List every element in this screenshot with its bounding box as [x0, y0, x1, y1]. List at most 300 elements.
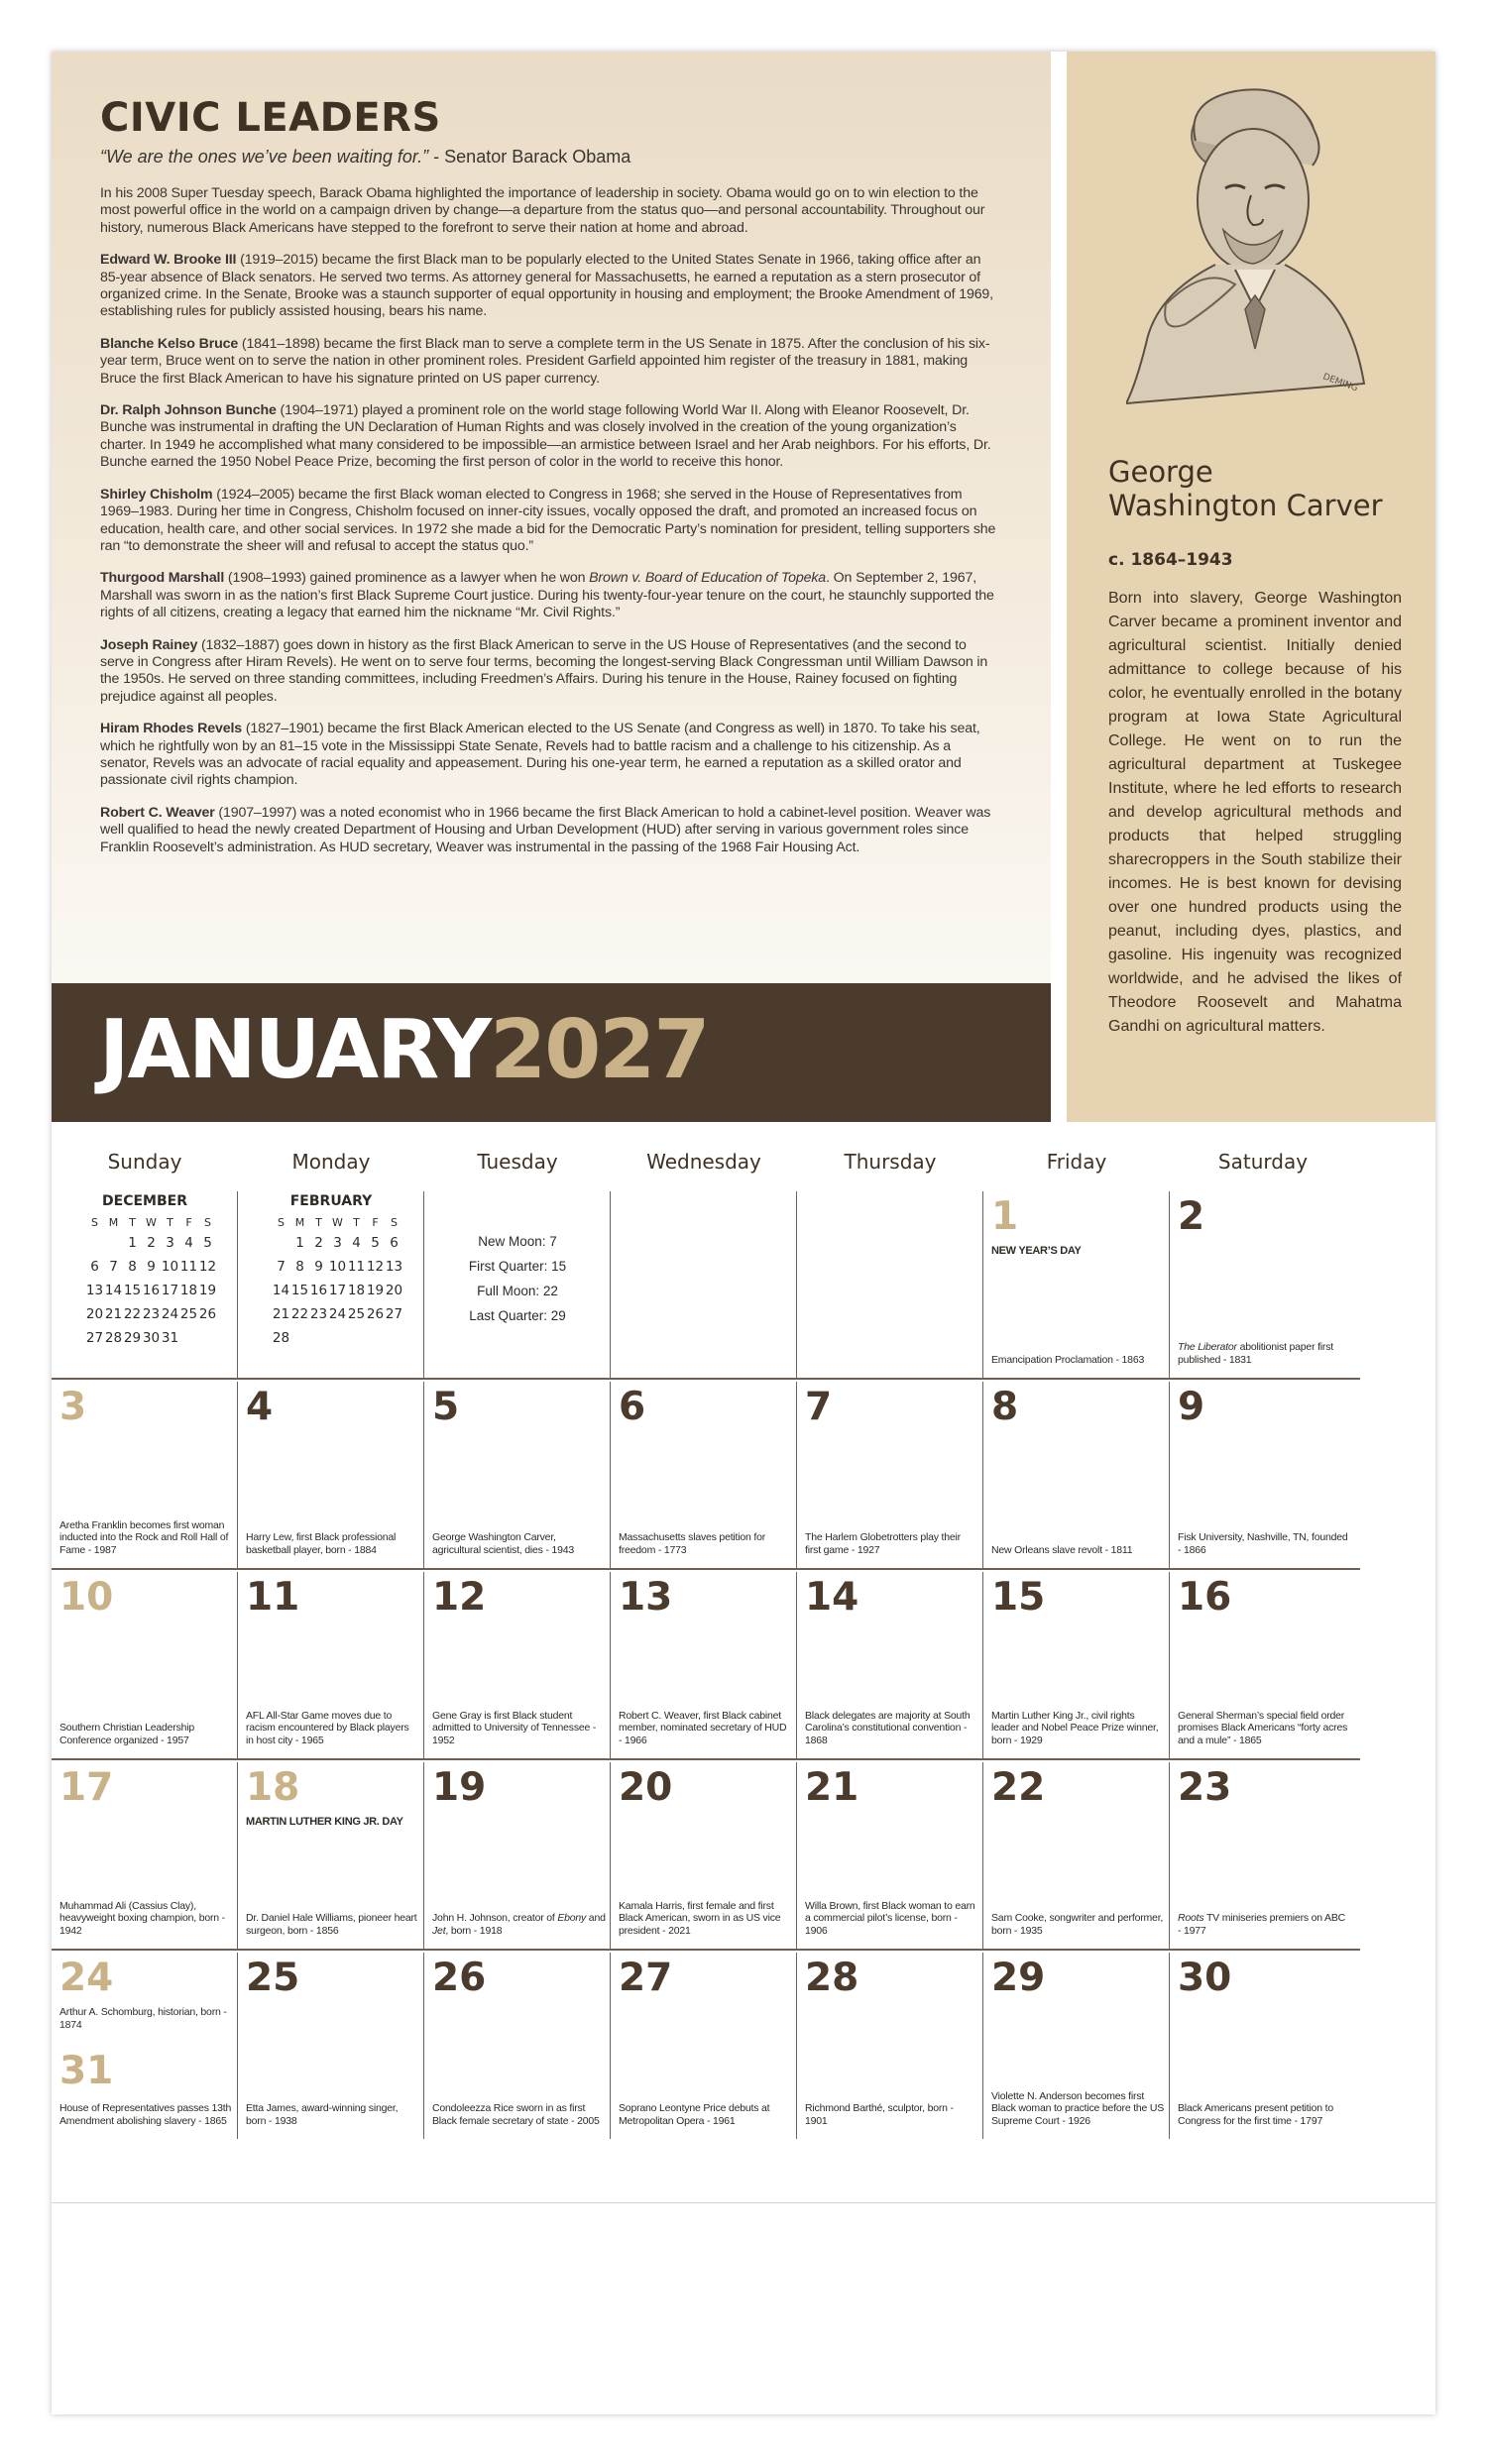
event-text: Soprano Leontyne Price debuts at Metropolitan Opera - 1961 — [619, 2102, 770, 2127]
mini-day: 24 — [328, 1306, 347, 1322]
mini-calendar-week — [85, 1326, 217, 1350]
mini-day: 11 — [179, 1259, 198, 1275]
grid-divider — [982, 1762, 983, 1949]
day-event: Arthur A. Schomburg, historian, born - 1874 — [59, 2006, 227, 2031]
grid-divider — [796, 1572, 797, 1758]
day-number: 18 — [246, 1765, 300, 1810]
day-event — [619, 1531, 792, 1556]
day-number: 13 — [619, 1575, 673, 1620]
featured-person-sidebar — [1067, 52, 1435, 1122]
grid-divider — [610, 1762, 611, 1949]
mini-day: 29 — [123, 1330, 142, 1346]
article-quote — [100, 147, 1003, 168]
day-event — [1178, 1710, 1351, 1747]
leader-text: (1908–1993) gained prominence as a lawyer when he won — [224, 570, 590, 587]
mini-day: 24 — [161, 1306, 179, 1322]
grid-divider — [1169, 1572, 1170, 1758]
calendar-day-3 — [52, 1380, 238, 1570]
event-text: Emancipation Proclamation - 1863 — [991, 1353, 1145, 1366]
day-number: 2 — [1178, 1194, 1205, 1239]
calendar-day-20 — [611, 1760, 797, 1951]
mini-day: 12 — [198, 1259, 217, 1275]
calendar-day-21 — [797, 1760, 983, 1951]
event-text: Black delegates are majority at South Carolina’s constitutional convention - 1868 — [805, 1709, 971, 1746]
mini-weekday: W — [332, 1215, 343, 1229]
mini-weekday: M — [108, 1215, 119, 1229]
event-text: House of Representatives passes 13th Amendment abolishing slavery - 1865 — [59, 2102, 232, 2127]
grid-row-divider — [52, 1758, 1360, 1760]
day-number: 27 — [619, 1956, 673, 2000]
grid-divider — [237, 1191, 238, 1378]
day-event — [991, 1710, 1165, 1747]
grid-divider — [796, 1191, 797, 1378]
calendar-day-12 — [424, 1570, 611, 1760]
calendar-day-4 — [238, 1380, 424, 1570]
event-text: Black Americans present petition to Congress for the first time - 1797 — [1178, 2102, 1334, 2127]
event-text: Aretha Franklin becomes first woman inducted into the Rock and Roll Hall of Fame - 1987 — [59, 1518, 229, 1556]
mini-day — [347, 1326, 366, 1350]
day-number: 23 — [1178, 1765, 1232, 1810]
leader-paragraph — [100, 487, 1003, 556]
event-text: , born - 1918 — [445, 1924, 503, 1937]
holiday-label: MARTIN LUTHER KING JR. DAY — [246, 1816, 403, 1828]
mini-day: 13 — [85, 1283, 104, 1298]
day-number: 11 — [246, 1575, 300, 1620]
mini-weekday: S — [278, 1215, 285, 1229]
calendar-day-8 — [983, 1380, 1170, 1570]
day-event — [991, 1354, 1165, 1367]
day-event — [432, 2102, 606, 2127]
mini-day — [85, 1231, 104, 1255]
grid-divider — [237, 1382, 238, 1568]
mini-calendar-week — [272, 1255, 403, 1279]
mini-day: 1 — [295, 1235, 304, 1251]
person-years: c. 1864–1943 — [1108, 550, 1233, 570]
leader-text: (1904–1971) played a prominent role on the world stage following World War II. Along with Eleanor Roosevelt, Dr. Bunche was instrumental in drafting the UN Declaration of Human Rights and was closely involved in the creation of the young organization’s charter. In 1949 he accomplished what many considered to be impossible—an armistice between Israel and her Arab neighbors. For his efforts, Dr. Bunche earned the 1950 Nobel Peace Prize, becoming the first person of color in the world to receive this honor. — [100, 402, 991, 471]
mini-day: 5 — [371, 1235, 380, 1251]
event-text: Condoleezza Rice sworn in as first Black female secretary of state - 2005 — [432, 2102, 600, 2127]
leader-paragraph — [100, 637, 1003, 707]
grid-divider — [1169, 1762, 1170, 1949]
mini-day: 18 — [347, 1283, 366, 1298]
mini-day: 21 — [272, 1306, 290, 1322]
leader-name: Robert C. Weaver — [100, 804, 215, 821]
mini-calendar-table — [85, 1213, 217, 1350]
civic-leaders-article — [52, 52, 1051, 983]
mini-day — [104, 1231, 123, 1255]
day-number: 14 — [805, 1575, 859, 1620]
day-event — [432, 1710, 606, 1747]
person-name — [1108, 455, 1383, 522]
mini-day: 26 — [366, 1306, 385, 1322]
mini-weekday: M — [294, 1215, 305, 1229]
mini-day — [272, 1231, 290, 1255]
article-intro: In his 2008 Super Tuesday speech, Barack Obama highlighted the importance of leadership in society. Obama would go on to win election to the most powerful office in the world on a campaign driven by change—a departure from the status quo—and personal accountability. Throughout our history, numerous Black Americans have stepped to the forefront to serve their nation at home and abroad. — [100, 185, 985, 236]
mini-day: 20 — [85, 1306, 104, 1322]
event-text: Robert C. Weaver, first Black cabinet member, nominated secretary of HUD - 1966 — [619, 1709, 787, 1746]
grid-divider — [796, 1953, 797, 2139]
day-event — [432, 1912, 606, 1937]
day-number: 24 — [59, 1956, 114, 2000]
mini-day: 10 — [328, 1259, 347, 1275]
leader-paragraph — [100, 336, 1003, 388]
day-number: 5 — [432, 1385, 460, 1429]
month-name: JANUARY — [99, 1003, 491, 1097]
mini-day: 27 — [385, 1306, 403, 1322]
grid-divider — [610, 1953, 611, 2139]
grid-divider — [796, 1382, 797, 1568]
mini-day: 28 — [272, 1330, 290, 1346]
mini-day: 26 — [198, 1306, 217, 1322]
grid-divider — [423, 1953, 424, 2139]
event-italic: Roots — [1178, 1912, 1204, 1924]
mini-weekday: W — [146, 1215, 157, 1229]
event-text: General Sherman’s special field order promises Black Americans “forty acres and a mule” - 1865 — [1178, 1709, 1348, 1746]
moon-phases — [424, 1229, 611, 1328]
day-event — [59, 1722, 233, 1746]
event-text: Massachusetts slaves petition for freedom - 1773 — [619, 1531, 766, 1556]
calendar-day-23 — [1170, 1760, 1356, 1951]
leader-name: Hiram Rhodes Revels — [100, 721, 243, 737]
mini-day: 2 — [147, 1235, 156, 1251]
day-event — [805, 2102, 978, 2127]
calendar-day-25 — [238, 1951, 424, 2141]
grid-divider — [423, 1762, 424, 1949]
grid-divider — [423, 1572, 424, 1758]
mini-calendar-month: FEBRUARY — [289, 1193, 373, 1209]
leader-text: (1919–2015) became the first Black man to be popularly elected to the United States Senate in 1966, taking office after an 85-year absence of Black senators. He served two terms. As attorney general for Massachusetts, he earned a reputation as a stern prosecutor of organized crime. In the Senate, Brooke was a staunch supporter of equal opportunity in housing and employment; the Brooke Amendment of 1969, establishing rules for publicly assisted housing, bears his name. — [100, 252, 993, 320]
person-biography: Born into slavery, George Washington Carver became a prominent inventor and agricultural scientist. Initially denied admittance to college because of his color, he eventually enrolled in the botany program at Iowa State Agricultural College. He went on to run the agricultural department at Tuskegee Institute, where he led efforts to research and develop agricultural methods and products that helped struggling sharecroppers in the South stabilize their incomes. He is best known for devising over one hundred products using the peanut, including dyes, plastics, and gasoline. His ingenuity was recognized worldwide, and he advised the likes of Theodore Roosevelt and Mahatma Gandhi on agricultural matters. — [1108, 590, 1402, 1035]
day-number: 9 — [1178, 1385, 1205, 1429]
grid-divider — [610, 1572, 611, 1758]
mini-calendar-week — [272, 1326, 403, 1350]
event-text: Dr. Daniel Hale Williams, pioneer heart surgeon, born - 1856 — [246, 1912, 417, 1937]
mini-day: 28 — [104, 1330, 123, 1346]
mini-weekday: T — [129, 1215, 136, 1229]
day-number: 10 — [59, 1575, 114, 1620]
mini-day — [309, 1326, 328, 1350]
calendar-day-28 — [797, 1951, 983, 2141]
mini-weekday: T — [315, 1215, 322, 1229]
mini-weekday: T — [353, 1215, 360, 1229]
mini-calendar-week — [85, 1279, 217, 1302]
moon-phase: Last Quarter: 29 — [469, 1308, 566, 1323]
day-event — [246, 1531, 419, 1556]
grid-divider — [982, 1953, 983, 2139]
mini-day: 27 — [85, 1330, 104, 1346]
weekday-monday: Monday — [291, 1150, 371, 1174]
mini-calendar-table — [272, 1213, 403, 1350]
day-event — [59, 2102, 233, 2127]
month-year: 2027 — [490, 1003, 709, 1097]
mini-day: 15 — [290, 1283, 309, 1298]
calendar-day-26 — [424, 1951, 611, 2141]
day-event — [432, 1531, 606, 1556]
day-event — [991, 1544, 1165, 1557]
person-name-line2: Washington Carver — [1108, 489, 1383, 522]
calendar-day-24 — [52, 1951, 238, 2141]
mini-calendar-week — [85, 1231, 217, 1255]
mini-day: 23 — [142, 1306, 161, 1322]
weekday-tuesday: Tuesday — [477, 1150, 558, 1174]
day-number: 6 — [619, 1385, 646, 1429]
event-text: The Harlem Globetrotters play their first game - 1927 — [805, 1531, 961, 1556]
leader-name: Blanche Kelso Bruce — [100, 335, 239, 352]
mini-day: 15 — [123, 1283, 142, 1298]
grid-row-divider — [52, 1949, 1360, 1951]
day-number: 1 — [991, 1194, 1019, 1239]
leader-text: (1841–1898) became the first Black man to serve a complete term in the US Senate in 1875. After the conclusion of his six-year term, Bruce went on to serve the nation in other prominent roles. President Garfield appointed him register of the treasury in 1881, making Bruce the first Black American to have his signature printed on US paper currency. — [100, 335, 990, 387]
calendar-day-11 — [238, 1570, 424, 1760]
mini-day: 31 — [161, 1330, 179, 1346]
mini-weekday: T — [167, 1215, 173, 1229]
day-number: 12 — [432, 1575, 487, 1620]
mini-weekday: F — [372, 1215, 379, 1229]
mini-calendar-month: DECEMBER — [102, 1193, 187, 1209]
mini-day — [290, 1326, 309, 1350]
mini-day — [366, 1326, 385, 1350]
weekday-sunday: Sunday — [107, 1150, 182, 1174]
mini-day: 4 — [184, 1235, 193, 1251]
event-text: George Washington Carver, agricultural scientist, dies - 1943 — [432, 1531, 574, 1556]
calendar-day-10 — [52, 1570, 238, 1760]
event-text: Muhammad Ali (Cassius Clay), heavyweight boxing champion, born - 1942 — [59, 1899, 225, 1937]
month-calendar — [52, 1122, 1435, 2202]
leader-text-cont: . On September 2, 1967, Marshall was sworn in as the nation’s first Black Supreme Court justice. During his twenty-four-year tenure on the court, he staunchly supported the rights of all citizens, creating a legacy that earned him the nickname “Mr. Civil Rights.” — [100, 570, 994, 621]
leader-text: (1827–1901) became the first Black American elected to the US Senate (and Congress as well) in 1870. To take his seat, which he rightfully won by an 81–15 vote in the Mississippi State Senate, Revels had to battle racism and a challenge to his citizenship. As a senator, Revels was an advocate of racial equality and appeasement. During his one-year term, he earned a reputation as a skilled orator and passionate civil rights champion. — [100, 721, 980, 789]
mini-weekday: S — [391, 1215, 398, 1229]
event-text: Harry Lew, first Black professional basketball player, born - 1884 — [246, 1531, 397, 1556]
event-text: and — [586, 1912, 606, 1924]
grid-divider — [610, 1382, 611, 1568]
mini-weekday: S — [204, 1215, 211, 1229]
grid-divider — [982, 1382, 983, 1568]
mini-day: 18 — [179, 1283, 198, 1298]
weekday-wednesday: Wednesday — [646, 1150, 761, 1174]
weekday-thursday: Thursday — [844, 1150, 937, 1174]
artist-signature: DEMING — [1320, 372, 1359, 394]
grid-row-divider — [52, 1378, 1360, 1380]
event-text: Martin Luther King Jr., civil rights leader and Nobel Peace Prize winner, born - 1929 — [991, 1709, 1159, 1746]
day-event — [805, 1900, 978, 1938]
day-number: 8 — [991, 1385, 1019, 1429]
mini-calendar-week — [85, 1255, 217, 1279]
mini-day: 7 — [277, 1259, 286, 1275]
calendar-day-7 — [797, 1380, 983, 1570]
calendar-day-2 — [1170, 1189, 1356, 1380]
mini-day: 20 — [385, 1283, 403, 1298]
month-banner — [52, 983, 1051, 1122]
mini-day: 12 — [366, 1259, 385, 1275]
event-text: Fisk University, Nashville, TN, founded - 1866 — [1178, 1531, 1348, 1556]
mini-day: 8 — [295, 1259, 304, 1275]
leader-name: Dr. Ralph Johnson Bunche — [100, 402, 277, 419]
day-number: 7 — [805, 1385, 833, 1429]
day-number: 29 — [991, 1956, 1046, 2000]
grid-divider — [1169, 1382, 1170, 1568]
leader-name: Thurgood Marshall — [100, 570, 225, 587]
mini-day: 21 — [104, 1306, 123, 1322]
mini-day: 22 — [123, 1306, 142, 1322]
day-event — [1178, 2102, 1351, 2127]
weekday-header-row — [52, 1150, 1435, 1179]
event-text: Etta James, award-winning singer, born - 1938 — [246, 2102, 399, 2127]
mini-day: 6 — [390, 1235, 399, 1251]
event-text: John H. Johnson, creator of — [432, 1912, 558, 1924]
grid-divider — [423, 1191, 424, 1378]
mini-day: 22 — [290, 1306, 309, 1322]
grid-divider — [982, 1191, 983, 1378]
day-number: 15 — [991, 1575, 1046, 1620]
event-italic: The Liberator — [1178, 1341, 1237, 1353]
mini-day: 25 — [347, 1306, 366, 1322]
day-number: 17 — [59, 1765, 114, 1810]
day-event — [246, 1710, 419, 1747]
day-event — [246, 1912, 419, 1937]
leader-italic: Brown v. Board of Education of Topeka — [589, 570, 827, 587]
moon-phase: First Quarter: 15 — [468, 1259, 567, 1274]
leader-paragraph — [100, 570, 1003, 621]
grid-divider — [237, 1953, 238, 2139]
mini-calendar-december — [52, 1193, 238, 1350]
page-footer-blank — [52, 2202, 1435, 2414]
mini-day: 25 — [179, 1306, 198, 1322]
mini-day: 7 — [109, 1259, 118, 1275]
mini-weekday: S — [91, 1215, 98, 1229]
day-number: 20 — [619, 1765, 673, 1810]
mini-day: 3 — [166, 1235, 174, 1251]
mini-calendar-february — [238, 1193, 424, 1350]
day-number: 26 — [432, 1956, 487, 2000]
holiday-label: NEW YEAR’S DAY — [991, 1245, 1082, 1257]
next-month-cell — [238, 1189, 424, 1380]
article-title: CIVIC LEADERS — [100, 95, 441, 141]
grid-divider — [796, 1762, 797, 1949]
event-text: Violette N. Anderson becomes first Black woman to practice before the US Supreme Court - 1926 — [991, 2089, 1165, 2127]
mini-day: 10 — [161, 1259, 179, 1275]
day-number-31: 31 — [59, 2049, 114, 2093]
weekday-saturday: Saturday — [1217, 1150, 1309, 1174]
mini-day: 3 — [333, 1235, 342, 1251]
day-event — [805, 1531, 978, 1556]
mini-day: 1 — [128, 1235, 137, 1251]
day-event — [246, 2102, 419, 2127]
mini-day: 17 — [328, 1283, 347, 1298]
quote-text: “We are the ones we’ve been waiting for.” — [100, 147, 429, 167]
event-italic: Ebony — [557, 1912, 587, 1924]
event-text: Kamala Harris, first female and first Black American, sworn in as US vice president - 2021 — [619, 1899, 781, 1937]
calendar-day-30 — [1170, 1951, 1356, 2141]
leaders-list — [100, 252, 1003, 856]
leader-paragraph — [100, 402, 1003, 472]
leader-text: (1907–1997) was a noted economist who in 1966 became the first Black American to hold a cabinet-level position. Weaver was well qualified to head the newly created Department of Housing and Urban Development (HUD) after serving in various government roles since Franklin Roosevelt’s administration. As HUD secretary, Weaver was instrumental in the passing of the 1968 Fair Housing Act. — [100, 804, 991, 855]
day-event — [619, 2102, 792, 2127]
day-number: 3 — [59, 1385, 87, 1429]
day-event — [991, 1912, 1165, 1937]
leader-name: Edward W. Brooke III — [100, 252, 237, 269]
calendar-day-14 — [797, 1570, 983, 1760]
calendar-day-27 — [611, 1951, 797, 2141]
calendar-day-13 — [611, 1570, 797, 1760]
mini-day: 19 — [198, 1283, 217, 1298]
calendar-day-19 — [424, 1760, 611, 1951]
day-number: 25 — [246, 1956, 300, 2000]
mini-day: 14 — [104, 1283, 123, 1298]
mini-day: 16 — [309, 1283, 328, 1298]
mini-day: 4 — [352, 1235, 361, 1251]
grid-divider — [1169, 1191, 1170, 1378]
grid-divider — [610, 1191, 611, 1378]
mini-day: 16 — [142, 1283, 161, 1298]
empty-cell — [797, 1189, 983, 1380]
calendar-page — [52, 52, 1435, 2414]
mini-day: 19 — [366, 1283, 385, 1298]
day-event — [59, 1519, 233, 1557]
mini-day: 9 — [314, 1259, 323, 1275]
day-number: 21 — [805, 1765, 859, 1810]
event-text: Sam Cooke, songwriter and performer, born - 1935 — [991, 1912, 1164, 1937]
moon-phase: New Moon: 7 — [478, 1234, 557, 1249]
day-event — [991, 2090, 1165, 2128]
mini-day — [385, 1326, 403, 1350]
calendar-day-22 — [983, 1760, 1170, 1951]
mini-calendar-header — [85, 1213, 217, 1231]
mini-day: 6 — [90, 1259, 99, 1275]
moon-phase: Full Moon: 22 — [477, 1284, 558, 1298]
event-text: Gene Gray is first Black student admitted to University of Tennessee - 1952 — [432, 1709, 597, 1746]
calendar-day-1 — [983, 1189, 1170, 1380]
person-name-line1: George — [1108, 455, 1213, 489]
mini-day: 9 — [147, 1259, 156, 1275]
prev-month-cell — [52, 1189, 238, 1380]
leader-paragraph — [100, 805, 1003, 856]
grid-divider — [423, 1382, 424, 1568]
mini-day — [179, 1326, 198, 1350]
day-event — [619, 1710, 792, 1747]
leader-name: Joseph Rainey — [100, 636, 198, 653]
day-event — [1178, 1341, 1351, 1366]
moon-phases-cell — [424, 1189, 611, 1380]
day-number: 28 — [805, 1956, 859, 2000]
event-text: New Orleans slave revolt - 1811 — [991, 1543, 1133, 1556]
mini-calendar-header — [272, 1213, 403, 1231]
mini-day: 5 — [203, 1235, 212, 1251]
calendar-day-9 — [1170, 1380, 1356, 1570]
mini-day: 30 — [142, 1330, 161, 1346]
event-text: Willa Brown, first Black woman to earn a commercial pilot’s license, born - 1906 — [805, 1899, 975, 1937]
grid-divider — [237, 1762, 238, 1949]
grid-row-divider — [52, 1568, 1360, 1570]
grid-divider — [1169, 1953, 1170, 2139]
leader-text: (1832–1887) goes down in history as the first Black American to serve in the US House of Representatives (and the second to serve in Congress after Hiram Revels). He went on to serve four terms, becoming the longest-serving Black Congressman until William Dawson in the 1950s. He served on three standing committees, including Freedmen’s Affairs. During his tenure in the House, Rainey focused on fighting prejudice against all peoples. — [100, 636, 988, 705]
leader-text: (1924–2005) became the first Black woman elected to Congress in 1968; she served in the House of Representatives from 1969–1983. During her time in Congress, Chisholm focused on inner-city issues, vocally opposed the draft, and promoted an increased focus on education, health care, and other social services. In 1972 she made a bid for the Democratic Party’s nomination for president, telling supporters she ran “to demonstrate the sheer will and refusal to accept the status quo.” — [100, 486, 996, 554]
event-text: Richmond Barthé, sculptor, born - 1901 — [805, 2102, 954, 2127]
mini-calendar-week — [272, 1302, 403, 1326]
calendar-day-17 — [52, 1760, 238, 1951]
event-text: TV miniseries premiers on ABC - 1977 — [1178, 1912, 1346, 1937]
event-italic: Jet — [432, 1924, 446, 1937]
day-event — [1178, 1912, 1351, 1937]
mini-day — [198, 1326, 217, 1350]
day-number: 30 — [1178, 1956, 1232, 2000]
mini-calendar-week — [272, 1279, 403, 1302]
calendar-day-5 — [424, 1380, 611, 1570]
event-text: Southern Christian Leadership Conference organized - 1957 — [59, 1722, 195, 1746]
grid-divider — [982, 1572, 983, 1758]
leader-paragraph — [100, 721, 1003, 790]
calendar-day-18 — [238, 1760, 424, 1951]
mini-day: 2 — [314, 1235, 323, 1251]
